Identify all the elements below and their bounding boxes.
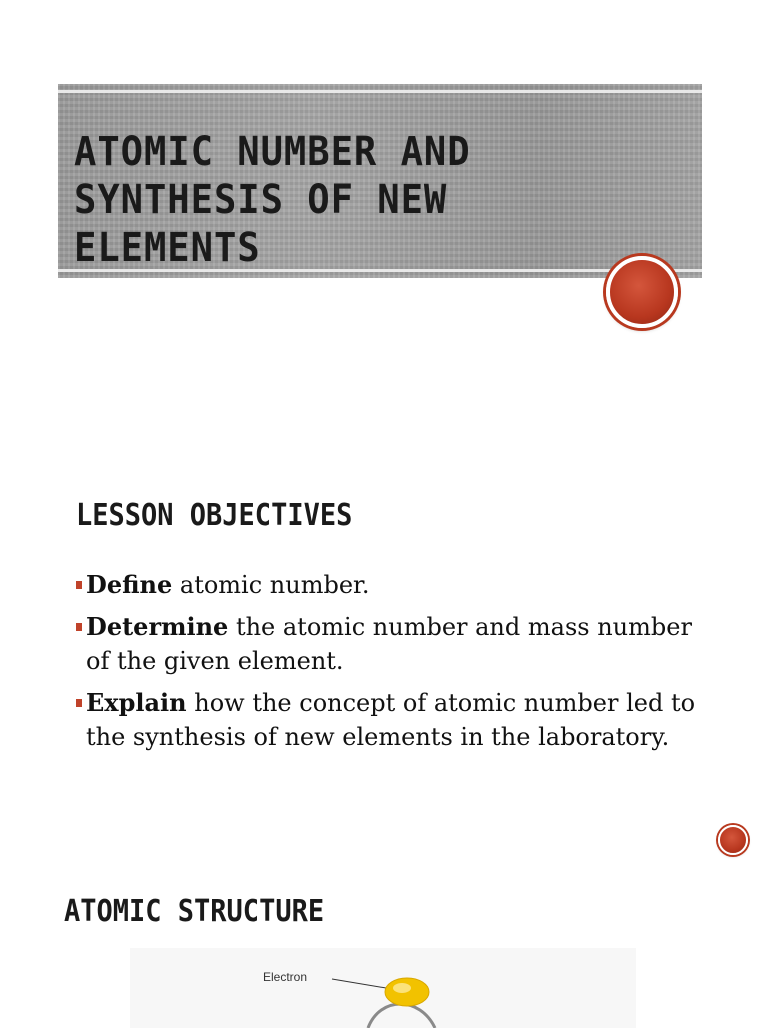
objectives-heading: LESSON OBJECTIVES xyxy=(76,498,353,533)
title-slide xyxy=(0,0,768,420)
red-circle-ornament-small xyxy=(718,825,748,855)
atom-diagram-svg xyxy=(130,948,636,1028)
objective-text: atomic number. xyxy=(172,571,370,599)
objective-verb: Define xyxy=(86,570,173,599)
electron-orbit xyxy=(368,1004,435,1028)
objective-item xyxy=(76,610,716,678)
objective-item xyxy=(76,686,716,754)
atomic-structure-heading: ATOMIC STRUCTURE xyxy=(64,894,325,929)
title-banner xyxy=(58,84,702,278)
objective-text: how the concept of atomic number led to the synthesis of new elements in the laboratory. xyxy=(86,689,696,751)
banner-top-rule xyxy=(58,90,702,93)
slide-title: ATOMIC NUMBER AND SYNTHESIS OF NEW ELEMENTS xyxy=(74,129,471,271)
atomic-structure-slide xyxy=(0,860,768,1024)
electron-pointer-line xyxy=(332,979,386,988)
electron-highlight xyxy=(393,983,411,993)
objectives-list xyxy=(76,568,716,762)
atom-diagram xyxy=(130,948,636,1028)
objective-text: the atomic number and mass number of the given element. xyxy=(86,613,692,675)
objective-item xyxy=(76,568,716,602)
objective-verb: Explain xyxy=(86,688,187,717)
electron-label: Electron xyxy=(263,970,308,984)
red-circle-ornament xyxy=(606,256,678,328)
objective-verb: Determine xyxy=(86,612,229,641)
objectives-slide xyxy=(0,420,768,860)
